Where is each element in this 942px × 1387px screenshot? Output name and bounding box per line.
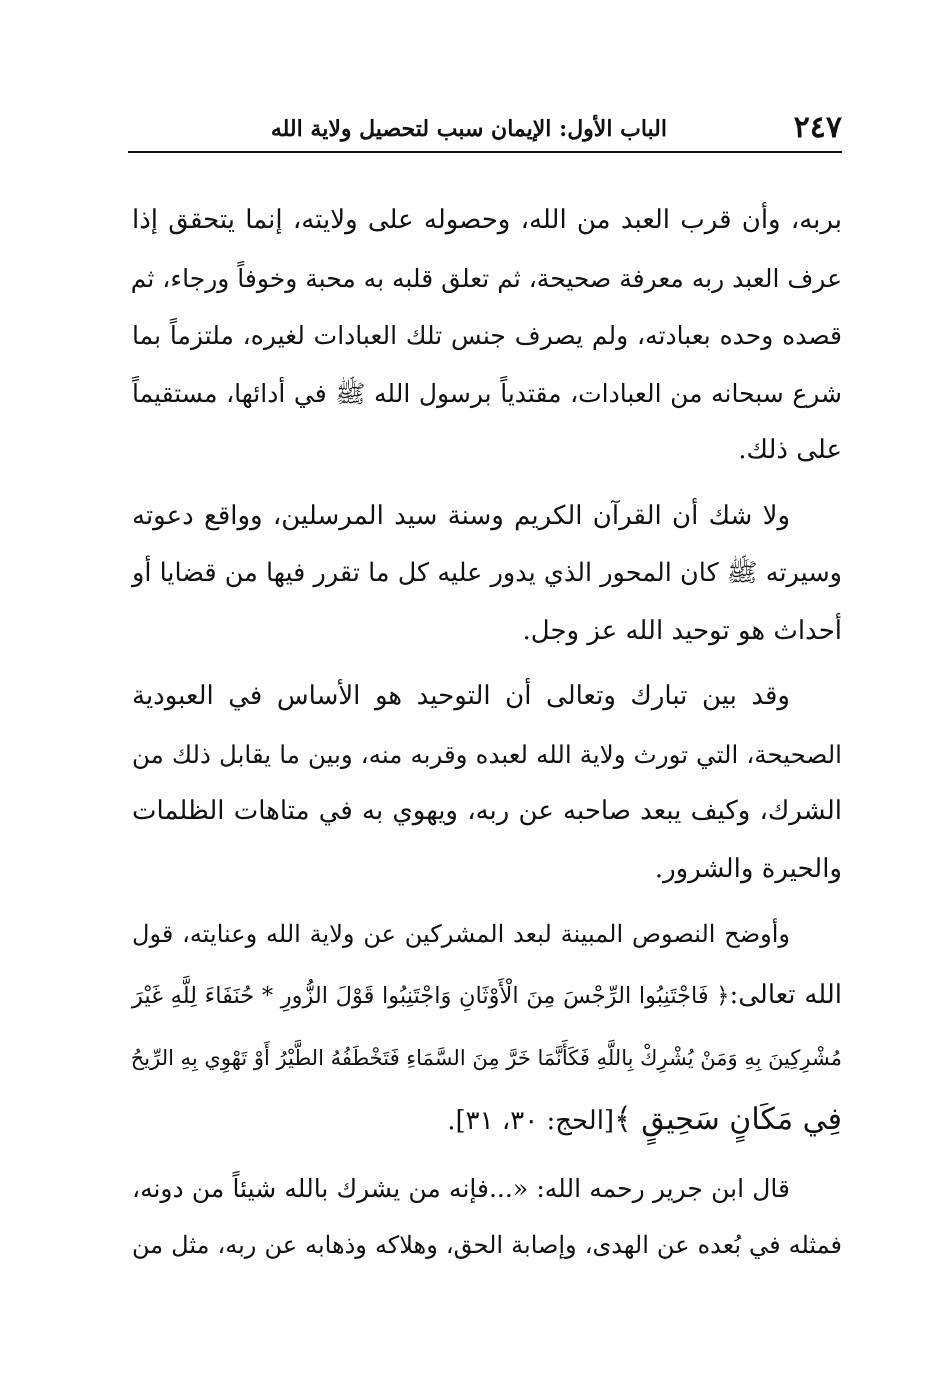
quran-citation: [الحج: ٣٠، ٣١].	[447, 1105, 615, 1136]
header-rule	[128, 151, 842, 153]
quran-line	[132, 964, 842, 1027]
running-title: الباب الأول: الإيمان سبب لتحصيل ولاية الله	[270, 116, 667, 142]
quran-verse-text: ﴿ فَاجْتَنِبُوا الرِّجْسَ مِنَ الْأَوْثَانِ وَاجْتَنِبُوا قَوْلَ الزُّورِ * حُنَفَاءَ لِلَّهِ غَيْرَ	[132, 982, 730, 1009]
text-line: الصحيحة، التي تورث ولاية الله لعبده وقربه منه، وبين ما يقابل ذلك من	[132, 739, 842, 769]
text-line: فمثله في بُعده عن الهدى، وإصابة الحق، وهلاكه وذهابه عن ربه، مثل من	[132, 1231, 842, 1259]
page-body	[132, 192, 842, 1283]
paragraph-4	[132, 906, 842, 1152]
quran-line: مُشْرِكِينَ بِهِ وَمَنْ يُشْرِكْ بِاللَّهِ فَكَأَنَّمَا خَرَّ مِنَ السَّمَاءِ فَتَخْطَفُهُ الطَّيْرُ أَوْ تَهْوِي بِهِ الرِّيحُ	[130, 1045, 842, 1070]
page-header	[128, 108, 842, 148]
text-line: شرع سبحانه من العبادات، مقتدياً برسول الله ﷺ في أدائها، مستقيماً	[132, 378, 842, 408]
quran-verse-text: فِي مَكَانٍ سَحِيقٍ ﴾	[614, 1101, 842, 1137]
text-line: أحداث هو توحيد الله عز وجل.	[522, 615, 842, 646]
text-line: وسيرته ﷺ كان المحور الذي يدور عليه كل ما تقرر فيها من قضايا أو	[132, 558, 842, 588]
paragraph-5	[132, 1160, 842, 1275]
text-line: على ذلك.	[738, 435, 842, 465]
text-line: بربه، وأن قرب العبد من الله، وحصوله على ولايته، إنما يتحقق إذا	[132, 205, 842, 235]
quran-line	[132, 1089, 842, 1152]
page-number: ٢٤٧	[793, 110, 842, 145]
quran-intro: الله تعالى:	[729, 979, 843, 1010]
text-line: وقد بين تبارك وتعالى أن التوحيد هو الأساس في العبودية	[132, 681, 790, 711]
text-line: عرف العبد ربه معرفة صحيحة، ثم تعلق قلبه به محبة وخوفاً ورجاء، ثم	[130, 263, 842, 293]
text-line: الشرك، وكيف يبعد صاحبه عن ربه، ويهوي به في متاهات الظلمات	[132, 796, 842, 826]
text-line: قصده وحده بعبادته، ولم يصرف جنس تلك العبادات لغيره، ملتزماً بما	[132, 321, 842, 350]
text-line: قال ابن جرير رحمه الله: «...فإنه من يشرك بالله شيئاً من دونه،	[132, 1173, 790, 1203]
text-line: والحيرة والشرور.	[654, 853, 842, 884]
paragraph-2	[132, 488, 842, 661]
paragraph-3	[132, 668, 842, 898]
paragraph-1	[132, 192, 842, 480]
text-line: وأوضح النصوص المبينة لبعد المشركين عن ولاية الله وعنايته، قول	[132, 920, 791, 948]
text-line: ولا شك أن القرآن الكريم وسنة سيد المرسلين، وواقع دعوته	[132, 500, 790, 531]
